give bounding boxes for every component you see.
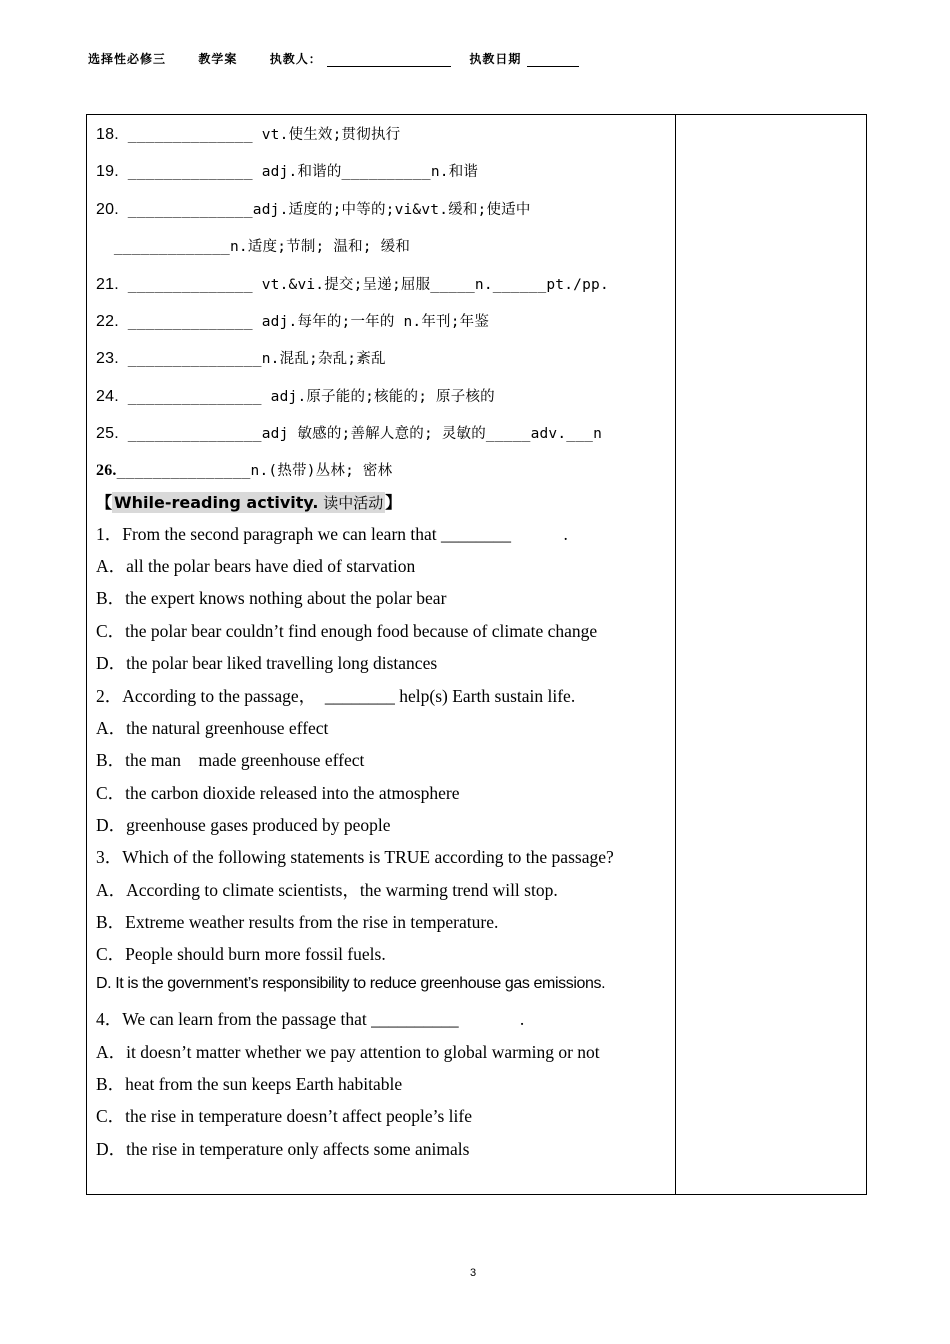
answer-option[interactable]: D．the rise in temperature only affects some animals xyxy=(96,1139,470,1159)
teacher-name-field[interactable] xyxy=(327,52,451,67)
answer-option[interactable]: B．heat from the sun keeps Earth habitable xyxy=(96,1074,403,1094)
question-stem: 2．According to the passage， ________ help(s) Earth sustain life. xyxy=(96,686,576,706)
answer-option[interactable]: A．all the polar bears have died of starvation xyxy=(96,556,416,576)
answer-option[interactable]: D．greenhouse gases produced by people xyxy=(96,815,391,835)
course-name: 选择性必修三 xyxy=(88,52,167,66)
question-stem: 1．From the second paragraph we can learn that ________ . xyxy=(96,524,568,544)
answer-option[interactable]: B．the man made greenhouse effect xyxy=(96,750,365,770)
answer-option[interactable]: C．the rise in temperature doesn’t affect people’s life xyxy=(96,1106,472,1126)
date-field[interactable] xyxy=(527,52,579,67)
teacher-label: 执教人： xyxy=(269,52,322,66)
answer-option[interactable]: C．the polar bear couldn’t find enough food because of climate change xyxy=(96,621,598,641)
question-stem: 3．Which of the following statements is TRUE according to the passage? xyxy=(96,847,614,867)
section-highlight: While-reading activity. 读中活动 xyxy=(114,493,384,512)
answer-option[interactable]: D. It is the government’s responsibility to reduce greenhouse gas emissions. xyxy=(96,975,606,992)
answer-option[interactable]: D．the polar bear liked travelling long distances xyxy=(96,653,438,673)
answer-option[interactable]: B．Extreme weather results from the rise in temperature. xyxy=(96,912,499,932)
vocab-item: 25. _______________adj 敏感的;善解人意的; 灵敏的_____adv.___n xyxy=(96,425,603,442)
content-column xyxy=(87,115,676,1194)
vocab-item: 22. ______________ adj.每年的;一年的 n.年刊;年鉴 xyxy=(96,313,490,330)
answer-option[interactable]: A．the natural greenhouse effect xyxy=(96,718,329,738)
notes-column[interactable] xyxy=(676,115,866,1194)
answer-option[interactable]: C．the carbon dioxide released into the atmosphere xyxy=(96,783,460,803)
answer-option[interactable]: B．the expert knows nothing about the polar bear xyxy=(96,588,447,608)
question-stem: 4．We can learn from the passage that __________ . xyxy=(96,1009,525,1029)
worksheet-table xyxy=(86,114,867,1195)
vocab-item: 24. _______________ adj.原子能的;核能的; 原子核的 xyxy=(96,388,495,405)
answer-option[interactable]: A．According to climate scientists，the warming trend will stop. xyxy=(96,880,558,900)
vocab-item: _____________n.适度;节制; 温和; 缓和 xyxy=(96,239,411,255)
answer-option[interactable]: C．People should burn more fossil fuels. xyxy=(96,944,386,964)
date-label: 执教日期 xyxy=(469,52,522,66)
vocab-item: 19. ______________ adj.和谐的__________n.和谐 xyxy=(96,163,479,180)
page-header xyxy=(88,50,579,68)
page-number: 3 xyxy=(470,1267,477,1279)
vocab-item: 21. ______________ vt.&vi.提交;呈递;屈服_____n.______pt./pp. xyxy=(96,276,609,293)
answer-option[interactable]: A．it doesn’t matter whether we pay attention to global warming or not xyxy=(96,1042,600,1062)
vocab-item: 26._______________n.(热带)丛林; 密林 xyxy=(96,462,393,479)
section-heading: 【 While-reading activity. 读中活动 】 xyxy=(96,493,402,512)
vocab-item: 23. _______________n.混乱;杂乱;紊乱 xyxy=(96,350,386,367)
vocab-item: 18. ______________ vt.使生效;贯彻执行 xyxy=(96,126,401,143)
document-type: 教学案 xyxy=(198,52,238,66)
vocab-item: 20. ______________adj.适度的;中等的;vi&vt.缓和;使适中 xyxy=(96,201,531,218)
